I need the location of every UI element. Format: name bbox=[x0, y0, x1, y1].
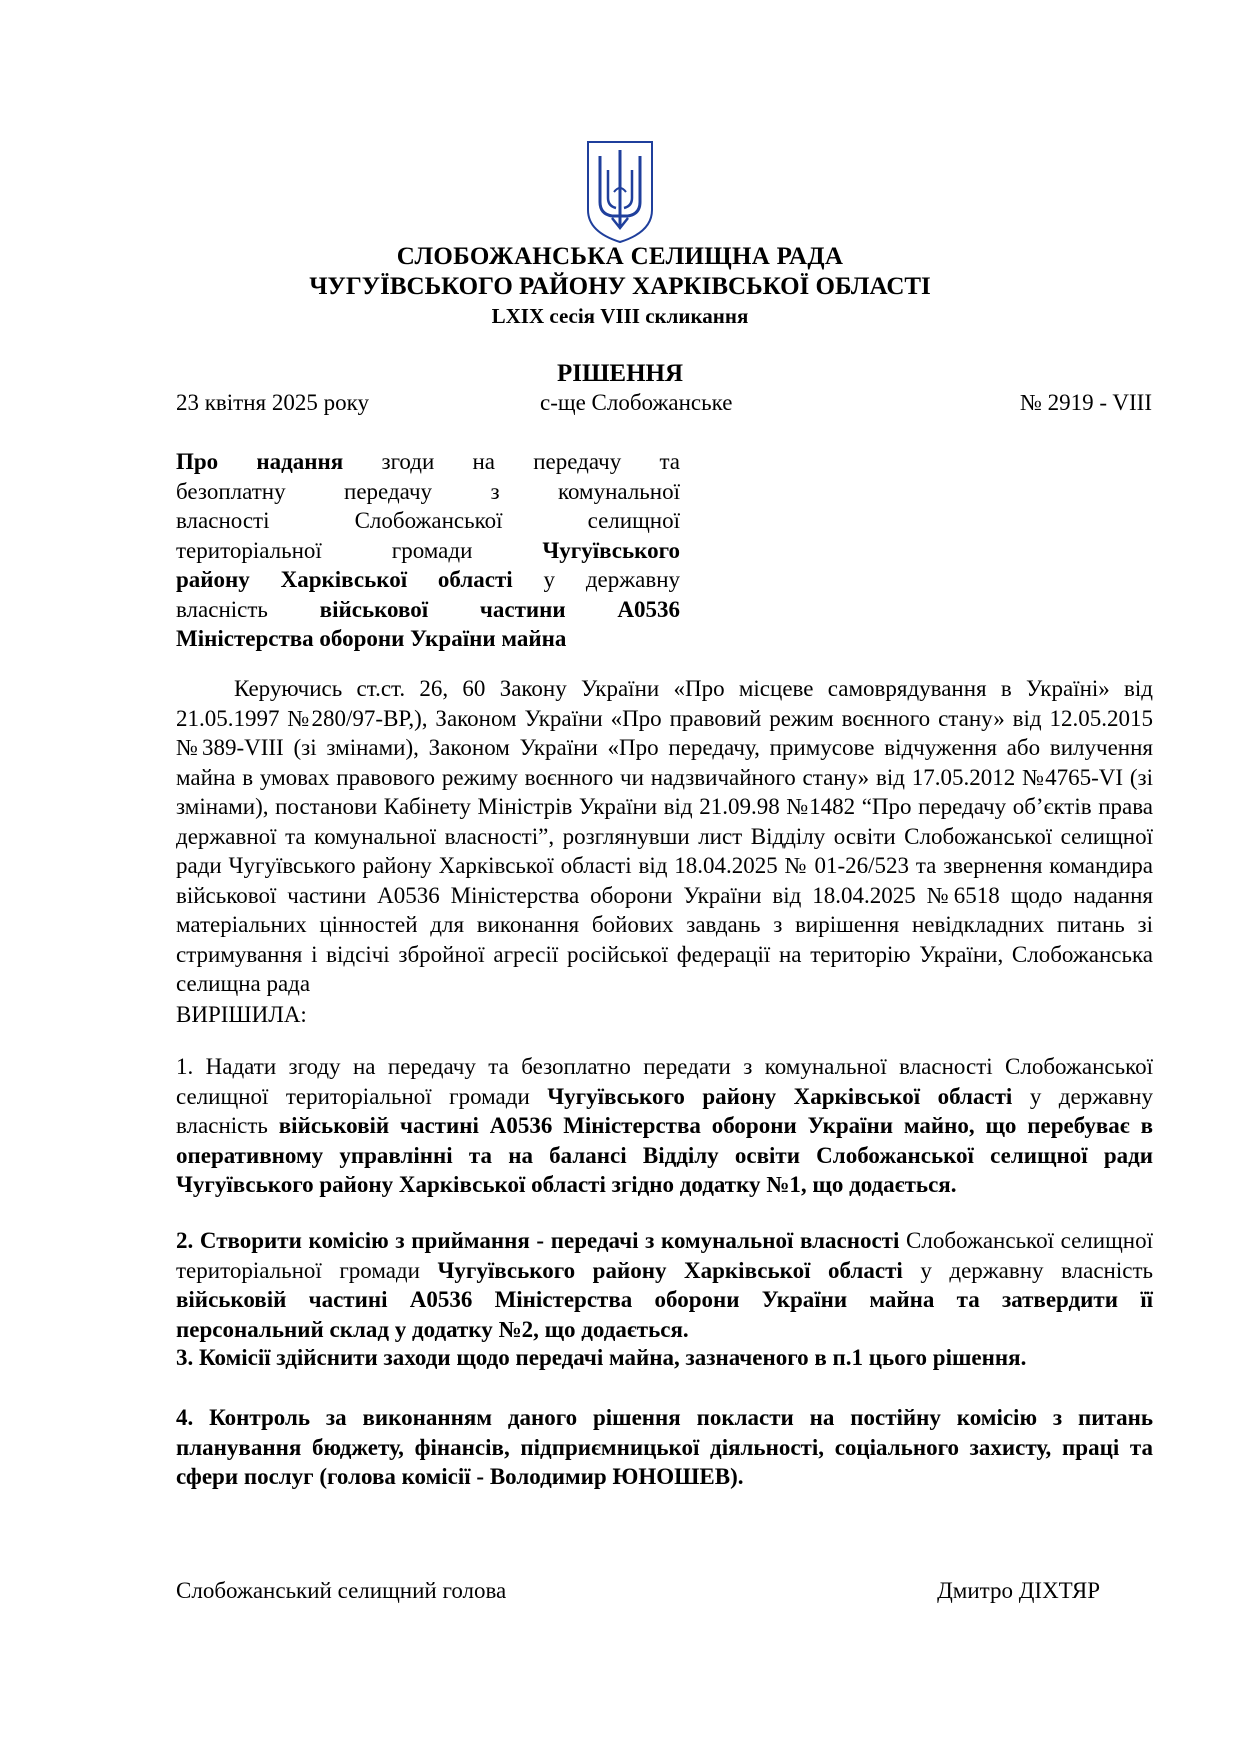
decision-item-2 bbox=[176, 1226, 1153, 1344]
decision-item-1 bbox=[176, 1052, 1153, 1200]
item-text: у державну власність bbox=[902, 1257, 1154, 1283]
item-text: 1. Надати згоду на передачу та безоплатно передати з комунальної власності Слобожанської селищної територіальної громади bbox=[176, 1054, 1153, 1109]
decision-item-3: 3. Комісії здійснити заходи щодо передачі майна, зазначеного в п.1 цього рішення. bbox=[176, 1345, 1027, 1370]
subject-text: згоди на передачу та bbox=[343, 449, 680, 474]
decision-date: 23 квітня 2025 року bbox=[176, 390, 369, 415]
decision-place: с-ще Слобожанське bbox=[540, 390, 733, 415]
subject-text: безоплатну передачу з комунальної bbox=[176, 478, 680, 504]
subject-text: Чугуївського bbox=[542, 537, 680, 563]
subject-text: Про надання bbox=[176, 449, 344, 474]
preamble-paragraph: Керуючись ст.ст. 26, 60 Закону України «Про місцеве самоврядування в Україні» від 21.05.1997 №280/97-ВР,), Законом України «Про правовий режим воєнного стану» від 12.05.2015 №389-VIII (зі змінами), Законом України «Про передачу, примусове відчуження або вилучення майна в умовах правового режиму воєнного чи надзвичайного стану» від 17.05.2012 №4765-VI (зі змінами), постанови Кабінету Міністрів України від 21.09.98 №1482 “Про передачу об’єктів права державної та комунальної власності”, розглянувши лист Відділу освіти Слобожанської селищної ради Чугуївського району Харківської області від 18.04.2025 № 01-26/523 та звернення командира військової частини А0536 Міністерства оборони України від 18.04.2025 №6518 щодо надання матеріальних цінностей для виконання бойових завдань з вирішення невідкладних питань зі стримування і відсічі збройної агресії російської федерації на територію України, Слобожанська селищна рада bbox=[176, 676, 1153, 996]
decision-number: № 2919 - VIII bbox=[1019, 390, 1152, 415]
subject-text: власності Слобожанської селищної bbox=[176, 508, 680, 533]
organization-name-line2: ЧУГУЇВСЬКОГО РАЙОНУ ХАРКІВСЬКОЇ ОБЛАСТІ bbox=[309, 273, 931, 300]
item-text: військовій частині А0536 Міністерства оборони України майна та затвердити її персональний склад у додатку №2, що додається. bbox=[176, 1287, 1153, 1342]
decision-item-4: 4. Контроль за виконанням даного рішення покласти на постійну комісію з питань планування бюджету, фінансів, підприємницької діяльності, соціального захисту, праці та сфери послуг (голова комісії - Володимир ЮНОШЕВ). bbox=[176, 1405, 1153, 1489]
signatory-name: Дмитро ДІХТЯР bbox=[937, 1578, 1100, 1603]
subject-text: військової частини А0536 bbox=[319, 596, 680, 622]
decided-label: ВИРІШИЛА: bbox=[176, 1002, 307, 1027]
subject-text: територіальної громади bbox=[176, 537, 543, 563]
signatory-position: Слобожанський селищний голова bbox=[176, 1578, 507, 1603]
item-text: Слобожанської селищної територіальної громади bbox=[176, 1228, 1153, 1283]
trident-coat-of-arms-icon bbox=[586, 140, 654, 244]
decision-subject bbox=[176, 447, 680, 654]
subject-text: власність bbox=[176, 596, 320, 622]
subject-text: Міністерства оборони України майна bbox=[176, 626, 567, 651]
document-title: РІШЕННЯ bbox=[556, 360, 684, 387]
organization-name-line1: СЛОБОЖАНСЬКА СЕЛИЩНА РАДА bbox=[396, 243, 844, 270]
item-text: військовій частині А0536 Міністерства оборони України майно, що перебуває в оперативному управлінні та на балансі Відділу освіти Слобожанської селищної ради Чугуївського району Харківської області згідно додатку №1, що додається. bbox=[176, 1113, 1153, 1197]
subject-text: у державну bbox=[512, 567, 680, 592]
session-info: LXIX сесія VIII скликання bbox=[491, 304, 749, 328]
item-text: у державну власність bbox=[176, 1083, 1153, 1138]
subject-text: району Харківської області bbox=[176, 567, 513, 592]
item-text: Чугуївського району Харківської області bbox=[437, 1257, 903, 1283]
item-text: 2. Створити комісію з приймання - передачі з комунальної власності bbox=[176, 1228, 900, 1253]
item-text: Чугуївського району Харківської області bbox=[547, 1083, 1013, 1109]
